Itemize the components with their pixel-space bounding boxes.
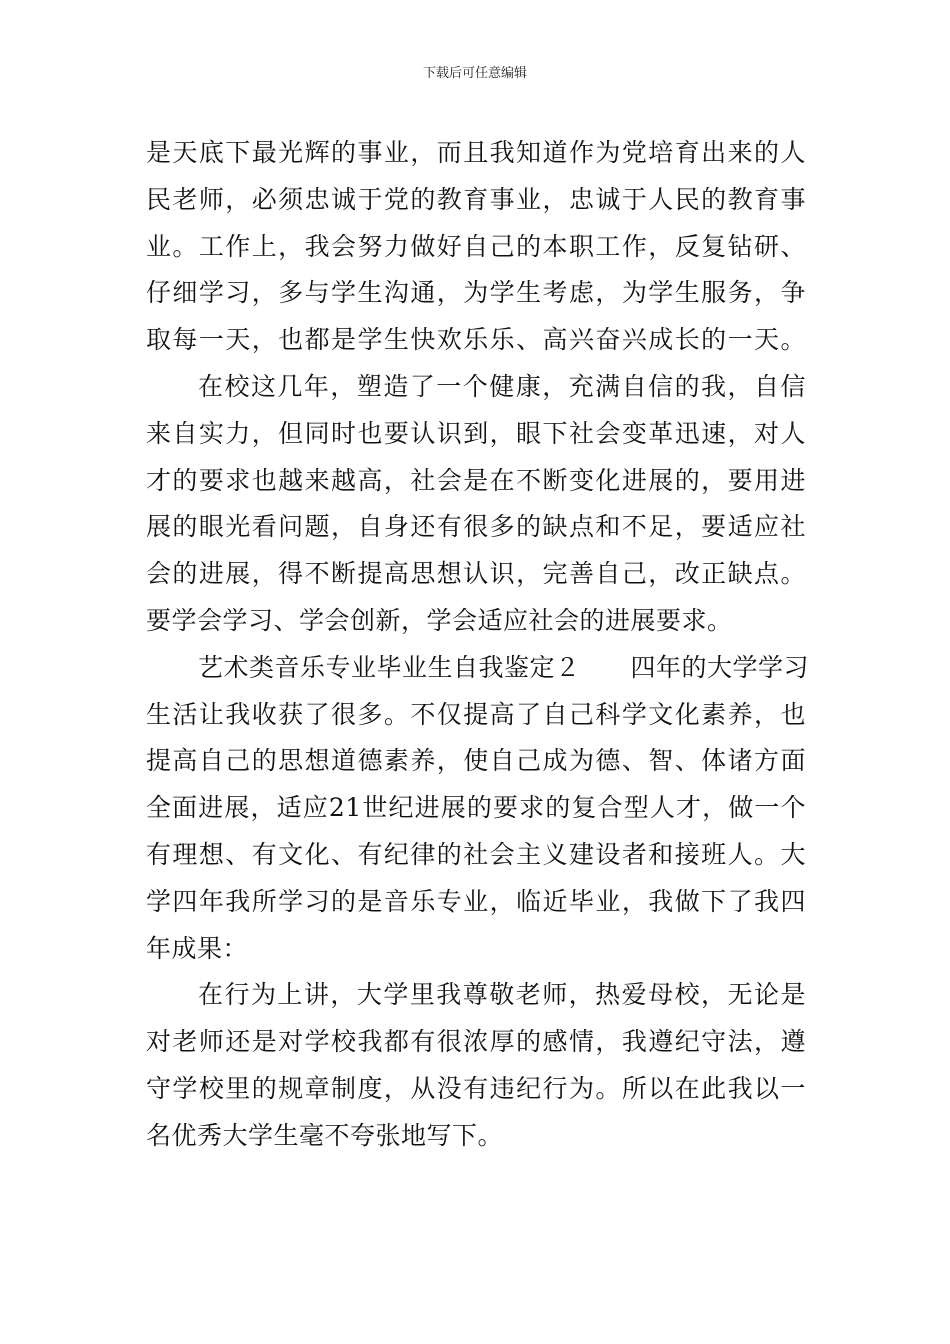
text-line: 展的眼光看问题，自身还有很多的缺点和不足，要适应社 (146, 512, 806, 542)
text-line: 民老师，必须忠诚于党的教育事业，忠诚于人民的教育事 (146, 184, 806, 214)
text-line: 提高自己的思想道德素养，使自己成为德、智、体诸方面 (146, 746, 806, 776)
first-line-text: 四年的大学学习 (630, 652, 810, 682)
text-line: 是天底下最光辉的事业，而且我知道作为党培育出来的人 (146, 138, 806, 167)
paragraph-3 (146, 645, 810, 973)
page-header: 下载后可任意编辑 (422, 66, 527, 81)
text-line: 仔细学习，多与学生沟通，为学生考虑，为学生服务，争 (146, 278, 806, 308)
paragraph-4 (146, 972, 806, 1159)
document-body (146, 130, 810, 1160)
text-line: 取每一天，也都是学生快欢乐乐、高兴奋兴成长的一天。 (146, 325, 806, 355)
text-line: 有理想、有文化、有纪律的社会主义建设者和接班人。大 (146, 839, 806, 869)
text-line: 年成果： (146, 933, 249, 963)
text-line: 生活让我收获了很多。不仅提高了自己科学文化素养，也 (146, 699, 806, 729)
text-line: 才的要求也越来越高，社会是在不断变化进展的，要用进 (146, 465, 806, 495)
text-line (146, 645, 810, 692)
text-line: 全面进展，适应21世纪进展的要求的复合型人才，做一个 (146, 793, 806, 823)
text-line: 守学校里的规章制度，从没有违纪行为。所以在此我以一 (146, 1073, 806, 1103)
text-line: 学四年我所学习的是音乐专业，临近毕业，我做下了我四 (146, 886, 806, 916)
text-line: 对老师还是对学校我都有很浓厚的感情，我遵纪守法，遵 (146, 1027, 806, 1057)
paragraph-1 (146, 130, 806, 364)
text-line: 名优秀大学生毫不夸张地写下。 (146, 1120, 504, 1150)
text-line: 在校这几年，塑造了一个健康，充满自信的我，自信 (198, 371, 806, 401)
section-title: 艺术类音乐专业毕业生自我鉴定２ (198, 652, 581, 682)
text-line: 在行为上讲，大学里我尊敬老师，热爱母校，无论是 (198, 980, 806, 1010)
text-line: 要学会学习、学会创新，学会适应社会的进展要求。 (146, 605, 733, 635)
paragraph-2 (146, 364, 806, 645)
text-line: 会的进展，得不断提高思想认识，完善自己，改正缺点。 (146, 559, 806, 589)
text-line: 业。工作上，我会努力做好自己的本职工作，反复钻研、 (146, 231, 806, 261)
text-line: 来自实力，但同时也要认识到，眼下社会变革迅速，对人 (146, 418, 806, 448)
